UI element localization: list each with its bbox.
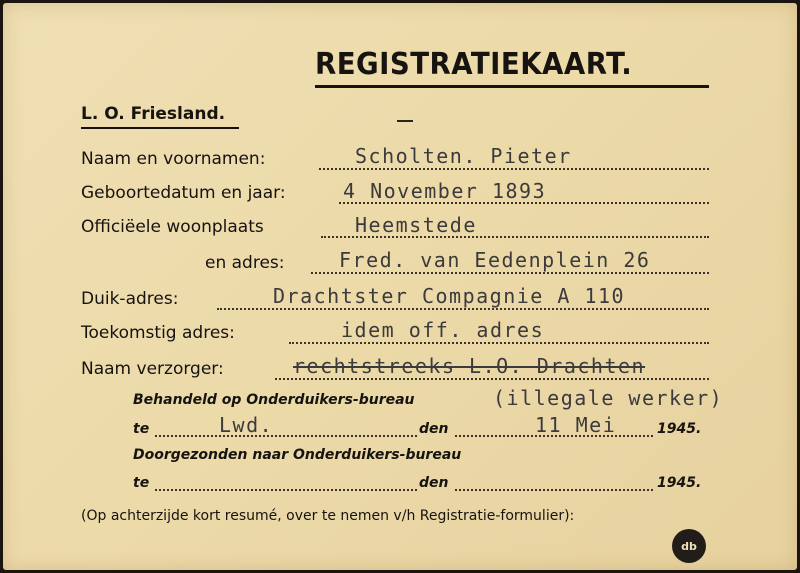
- hiding-address-value: Drachtster Compagnie A 110: [273, 284, 626, 308]
- hiding-address-dotted-line: [217, 308, 709, 310]
- hiding-address-label: Duik-adres:: [81, 289, 179, 309]
- address-value: Fred. van Eedenplein 26: [339, 248, 651, 272]
- future-address-label: Toekomstig adres:: [81, 323, 235, 343]
- name-label: Naam en voornamen:: [81, 149, 266, 169]
- card-title: REGISTRATIEKAART.: [315, 47, 633, 82]
- caretaker-dotted-line: [275, 378, 709, 380]
- forwarded-te-label: te: [133, 475, 150, 491]
- birth-value: 4 November 1893: [343, 179, 547, 203]
- address-dotted-line: [311, 272, 709, 274]
- pencil-mark: [397, 120, 413, 122]
- handled-label: Behandeld op Onderduikers-bureau: [133, 392, 415, 408]
- organisation-label: L. O. Friesland.: [81, 104, 226, 124]
- title-underline: [315, 85, 709, 88]
- forwarded-label: Doorgezonden naar Onderduikers-bureau: [133, 447, 462, 463]
- residence-value: Heemstede: [355, 213, 477, 237]
- name-value: Scholten. Pieter: [355, 144, 572, 168]
- footer-instruction: (Op achterzijde kort resumé, over te nemen v/h Registratie-formulier):: [81, 508, 575, 524]
- name-dotted-line: [319, 168, 709, 170]
- future-address-dotted-line: [289, 342, 709, 344]
- handled-place-dotted-line: [155, 435, 417, 437]
- forwarded-place-dotted-line: [155, 489, 417, 491]
- handled-te-label: te: [133, 421, 150, 437]
- handled-date-value: 11 Mei: [535, 413, 617, 437]
- stamp-text: db: [681, 539, 697, 553]
- handled-place-value: Lwd.: [219, 413, 274, 437]
- caretaker-label: Naam verzorger:: [81, 359, 224, 379]
- handled-den-label: den: [419, 421, 449, 437]
- forwarded-den-label: den: [419, 475, 449, 491]
- organisation-underline: [81, 127, 239, 129]
- forwarded-date-dotted-line: [455, 489, 653, 491]
- printer-stamp-icon: [672, 529, 706, 563]
- illegal-worker-note: (illegale werker): [493, 386, 724, 410]
- handled-year: 1945.: [657, 421, 702, 437]
- registration-card: [3, 3, 797, 570]
- caretaker-value: rechtstreeks L.O. Drachten: [293, 354, 646, 378]
- residence-label: Officiëele woonplaats: [81, 217, 264, 237]
- address-label: en adres:: [205, 253, 285, 273]
- forwarded-year: 1945.: [657, 475, 702, 491]
- future-address-value: idem off. adres: [341, 318, 545, 342]
- birth-label: Geboortedatum en jaar:: [81, 183, 286, 203]
